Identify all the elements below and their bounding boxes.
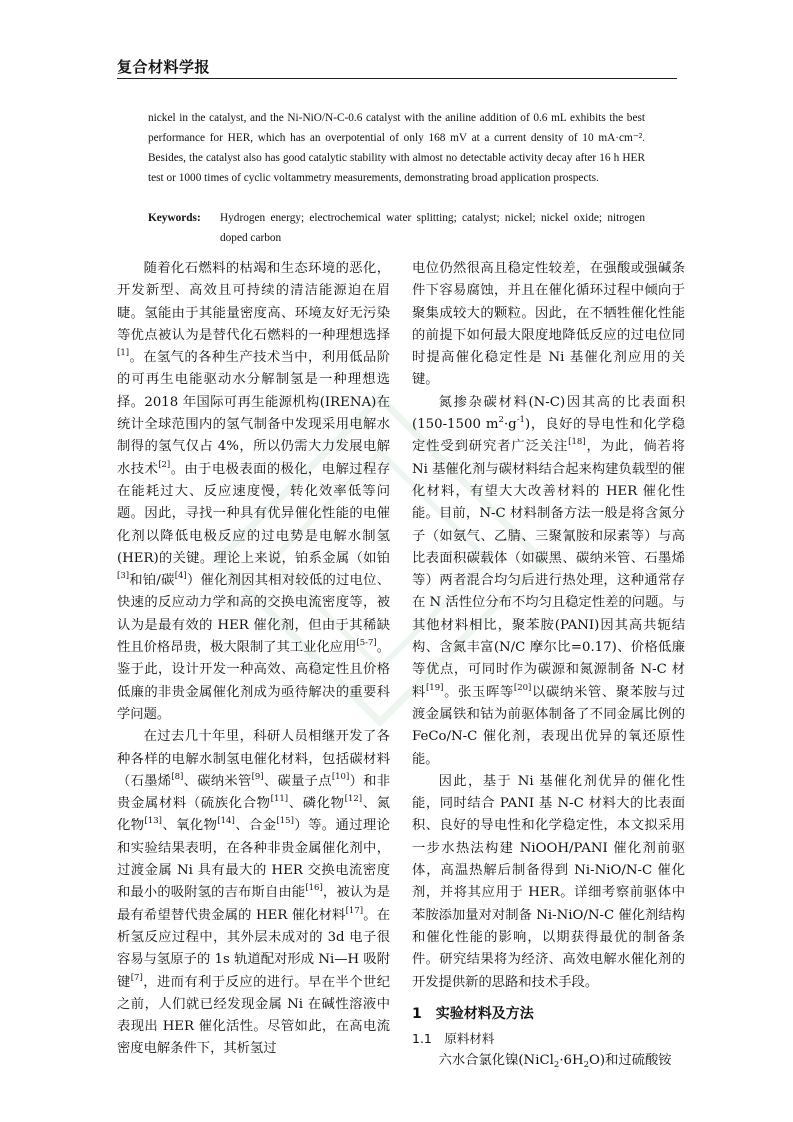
body-paragraph: 六水合氯化镍$(NiCl_2\cdot 6H_2O)$和过硫酸铵 [438,1052,672,1070]
abstract-text: nickel in the catalyst, and the Ni-NiO/N-C-0.6 catalyst with the aniline addition of 0.6 mL exhibits the best performance for HER, which has an overpotential of only 168 mV at a current density of 10 mA·cm⁻². Besides, the catalyst also has good catalytic stability with almost no detectable activity decay after 16 h HER test or 1000 times of cyclic voltammetry measurements, demonstrating broad application prospects. [148,112,645,184]
right-column [412,258,685,1072]
keywords [148,208,645,248]
body-paragraph: 电位仍然很高且稳定性较差，在强酸或强碱条件下容易腐蚀，并且在催化循环过程中倾向于聚集成较大的颗粒。因此，在不牺牲催化性能的前提下如何最大限度地降低反应的过电位同时提高催化稳定性是 Ni 基催化剂应用的关键。 [412,261,685,388]
citation: [4] [174,571,187,582]
citation: [3] [117,571,130,582]
citation: [2] [158,459,171,470]
subsection-heading: 1.1 原料材料 [412,1030,495,1046]
journal-title: 复合材料学报 [117,58,211,76]
abstract-continuation [148,108,645,188]
citation: [1] [117,348,130,359]
citation: [19] [425,682,444,693]
body-paragraph: 随着化石燃料的枯竭和生态环境的恶化，开发新型、高效且可持续的清洁能源迫在眉睫。氢能由于其能量密度高、环境友好无污染等优点被认为是替代化石燃料的一种理想选择[1]。在氢气的各种生产技术当中，利用低品阶的可再生电能驱动水分解制氢是一种理想选择。2018 年国际可再生能源机构(IRENA)在统计全球范围内的氢气制备中发现采用电解水制得的氢气仅占 4%，所以仍需大力发展电解水技术[2]。由于电极表面的极化，电解过程存在能耗过大、反应速度慢，转化效率低等问题。因此，寻找一种具有优异催化性能的电催化剂以降低电极反应的过电势是电解水制氢(HER)的关键。理论上来说，铂系金属（如铂[3]和铂/碳[4]）催化剂因其相对较低的过电位、快速的反应动力学和高的交换电流密度等，被认为是最有效的 HER 催化剂，但由于其稀缺性且价格昂贵，极大限制了其工业化应用[5-7]。鉴于此，设计开发一种高效、高稳定性且价格低廉的非贵金属催化剂成为亟待解决的重要科学问题。 [117,261,391,722]
keywords-text: Hydrogen energy; electrochemical water splitting; catalyst; nickel; nickel oxide; nitrogen doped carbon [220,212,645,244]
citation: [8] [171,771,184,782]
running-header [117,56,677,80]
citation: [17] [345,905,364,916]
body-paragraph: 在过去几十年里，科研人员相继开发了各种各样的电解水制氢电催化材料，包括碳材料（石墨烯[8]、碳纳米管[9]、碳量子点[10]）和非贵金属材料（硫族化合物[11]、磷化物[12]、氮化物[13]、氧化物[14]、合金[15]）等。通过理论和实验结果表明，在各种非贵金属催化剂中，过渡金属 Ni 具有最大的 HER 交换电流密度和最小的吸附氢的吉布斯自由能[16]，被认为是最有希望替代贵金属的 HER 催化材料[17]。在析氢反应过程中，其外层未成对的 3d 电子很容易与氢原子的 1s 轨道配对形成 Ni—H 吸附键[7]，进而有利于反应的进行。早在半个世纪之前，人们就已经发现金属 Ni 在碱性溶液中表现出 HER 催化活性。尽管如此，在高电流密度电解条件下，其析氢过 [117,729,391,1057]
citation: [16] [305,883,323,894]
header-rule [117,78,677,79]
citation: [18] [568,437,586,448]
citation: [9] [251,771,264,782]
body-paragraph: 因此，基于 Ni 基催化剂优异的催化性能，同时结合 PANI 基 N-C 材料大的比表面积、良好的导电性和化学稳定性，本文拟采用一步水热法构建 NiOOH/PANI 催化剂前驱体，高温热解后制备得到 Ni-NiO/N-C 催化剂，并将其应用于 HER。详细考察前驱体中苯胺添加量对对制备 Ni-NiO/N-C 催化剂结构和催化性能的影响，以期获得最优的制备条件。研究结果将为经济、高效电解水催化剂的开发提供新的思路和技术手段。 [412,773,685,990]
citation: [12] [344,794,363,805]
body-paragraph: 氮掺杂碳材料(N-C)因其高的比表面积(150-1500 $m^2\cdot g^{-1}$)，良好的导电性和化学稳定性受到研究者广泛关注[18]，为此，倘若将 Ni 基催化剂与碳材料结合起来构建负载型的催化材料，有望大大改善材料的 HER 催化性能。目前，N-C 材料制备方法一般是将含氮分子（如氨气、乙腈、三聚氰胺和尿素等）与高比表面积碳载体（如碳黑、碳纳米管、石墨烯等）两者混合均匀后进行热处理，这种通常存在 N 活性位分布不均匀且稳定性差的问题。与其他材料相比，聚苯胺(PANI)因其高共轭结构、含氮丰富(N/C 摩尔比=0.17)、价格低廉等优点，可同时作为碳源和氮源制备 N-C 材料[19]。张玉晖等[20]以碳纳米管、聚苯胺与过渡金属铁和钴为前驱体制备了不同金属比例的 FeCo/N-C 催化剂，表现出优异的氧还原性能。 [412,394,686,767]
citation: [5-7] [356,638,377,649]
section-heading: 1 实验材料及方法 [412,1005,534,1022]
citation: [10] [331,771,350,782]
keywords-label: Keywords: [148,212,201,224]
citation: [14] [217,816,235,827]
citation: [15] [276,816,294,827]
citation: [13] [144,816,162,827]
left-column [117,258,390,1061]
citation: [11] [270,794,289,805]
citation: [20] [513,682,532,693]
citation: [7] [130,972,143,983]
